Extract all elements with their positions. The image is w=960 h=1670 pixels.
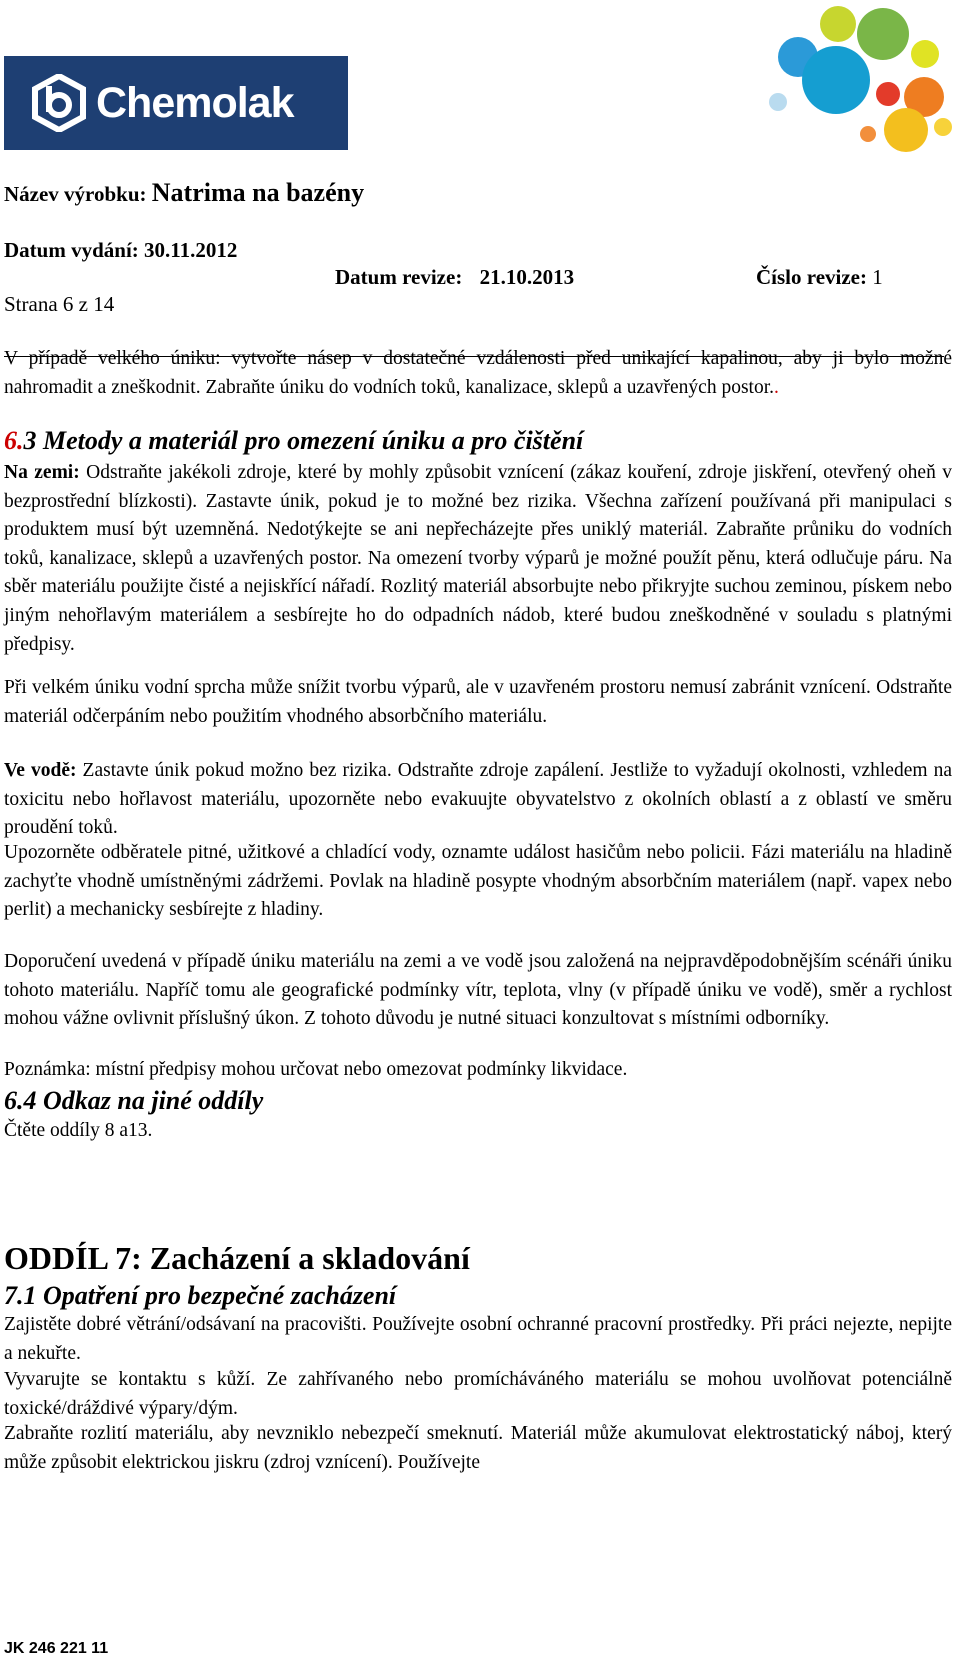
section-7-heading: ODDÍL 7: Zacházení a skladování xyxy=(4,1240,470,1276)
water-paragraph-2: Upozorněte odběratele pitné, užitkové a chladící vody, oznamte událost hasičům nebo policii. Fázi materiálu na hladině zachyťte vhodně umístněnými zádržemi. Povlak na hladině posypte vhodným absorbčním materiálem (např. vapex nebo perlit) a mechanicky sesbírejte z hladiny. xyxy=(4,842,952,921)
revision-number-label: Číslo revize: xyxy=(756,265,867,289)
recommend-paragraph: Doporučení uvedená v případě úniku materiálu na zemi a ve vodě jsou založená na nejpravděpodobnějším scénáři úniku tohoto materiálu. Napříč tomu ale geografické podmínky vítr, teplota, vlny (v případě úniku ve vodě), směr a rychlost mohou vážne ovlivnit příslušný úkon. Z tohoto důvodu je nutné situaci konzultovat s místními odborníky. xyxy=(4,951,952,1030)
section-7-1-p1: Zajistěte dobré větrání/odsávaní na pracovišti. Používejte osobní ochranné pracovní prostředky. Při práci nejezte, nepijte a nekuřte. xyxy=(4,1314,952,1364)
red-dot: . xyxy=(774,376,779,398)
revision-date-label: Datum revize: xyxy=(335,265,463,289)
intro-paragraph: V případě velkého úniku: vytvořte násep v dostatečné vzdálenosti před unikající kapalinou, aby ji bylo možné nahromadit a zneškodnit. Zabraňte úniku do vodních toků, kanalizace, sklepů a uzavřených postor.. xyxy=(4,348,952,398)
issue-date: Datum vydání: 30.11.2012 xyxy=(4,238,238,262)
footer-code: JK 246 221 11 xyxy=(4,1640,109,1657)
section-7-1-p3: Zabraňte rozlití materiálu, aby nevzniklo nebezpečí smeknutí. Materiál může akumulovat elektrostatický náboj, který může způsobit elektrickou jiskru (zdroj vznícení). Používejte xyxy=(4,1423,952,1473)
section-6-4-text: Čtěte oddíly 8 a13. xyxy=(4,1120,153,1141)
product-line xyxy=(4,178,364,208)
section-7-1-p2: Vyvarujte se kontaktu s kůží. Ze zahřívaného nebo promícháváného materiálu se mohou uvolňovat potenciálně toxické/dráždivé výpary/dým. xyxy=(4,1369,952,1419)
land-label: Na zemi: xyxy=(4,462,80,483)
section-6-3-title: 3 Metody a materiál pro omezení úniku a pro čištění xyxy=(23,426,584,455)
revision-number xyxy=(756,265,883,290)
revision-number-value: 1 xyxy=(872,265,883,289)
section-6-3-number: 6. xyxy=(4,426,24,455)
product-label: Název výrobku: xyxy=(4,182,147,206)
decorative-dots-icon xyxy=(738,2,960,162)
land-paragraph: Na zemi: Odstraňte jakékoli zdroje, které by mohly způsobit vznícení (zákaz kouření, zdroje jiskření, otevřený oheň v bezprostřední blízkosti). Zastavte únik, pokud je to možné bez rizika. Všechna zařízení používaná při manipulaci s produktem musí být uzemněná. Nedotýkejte se ani nepřecházejte přes uniklý materiál. Zabraňte průniku do vodních toků, kanalizace, sklepů a uzavřených postor. Na omezení tvorby výparů je možné použít pěnu, která odlučuje páru. Na sběr materiálu použijte čisté a nejiskřící nářadí. Rozlitý materiál absorbujte nebo přikryjte suchou zeminou, pískem nebo jiným nehořlavým materiálem a sesbírejte ho do odpadních nádob, které budou zneškodněné v souladu s platnými předpisy. xyxy=(4,462,952,655)
section-6-3-heading xyxy=(4,426,583,456)
page-number: Strana 6 z 14 xyxy=(4,292,115,316)
product-name: Natrima na bazény xyxy=(151,178,365,207)
revision-date xyxy=(335,265,574,290)
revision-date-value: 21.10.2013 xyxy=(479,265,575,289)
section-6-4-heading: 6.4 Odkaz na jiné oddíly xyxy=(4,1086,264,1115)
water-paragraph: Ve vodě: Zastavte únik pokud možno bez rizika. Odstraňte zdroje zapálení. Jestliže to vyžadují okolnosti, vzhledem na toxicitu nebo hořlavost materiálu, upozorněte nebo evakuujte obyvatelstvo z okolních oblastí a z oblastí ve směru proudění toků. xyxy=(4,760,952,839)
chemolak-mark-icon xyxy=(30,74,88,132)
section-7-1-heading: 7.1 Opatření pro bezpečné zacházení xyxy=(4,1281,397,1310)
note-paragraph: Poznámka: místní předpisy mohou určovat nebo omezovat podmínky likvidace. xyxy=(4,1059,628,1080)
logo-text: Chemolak xyxy=(96,79,294,127)
water-label: Ve vodě: xyxy=(4,760,77,781)
land-paragraph-2: Při velkém úniku vodní sprcha může snížit tvorbu výparů, ale v uzavřeném prostoru nemusí zabránit vznícení. Odstraňte materiál odčerpáním nebo použitím vhodného absorbčního materiálu. xyxy=(4,677,952,727)
company-logo xyxy=(4,56,348,150)
